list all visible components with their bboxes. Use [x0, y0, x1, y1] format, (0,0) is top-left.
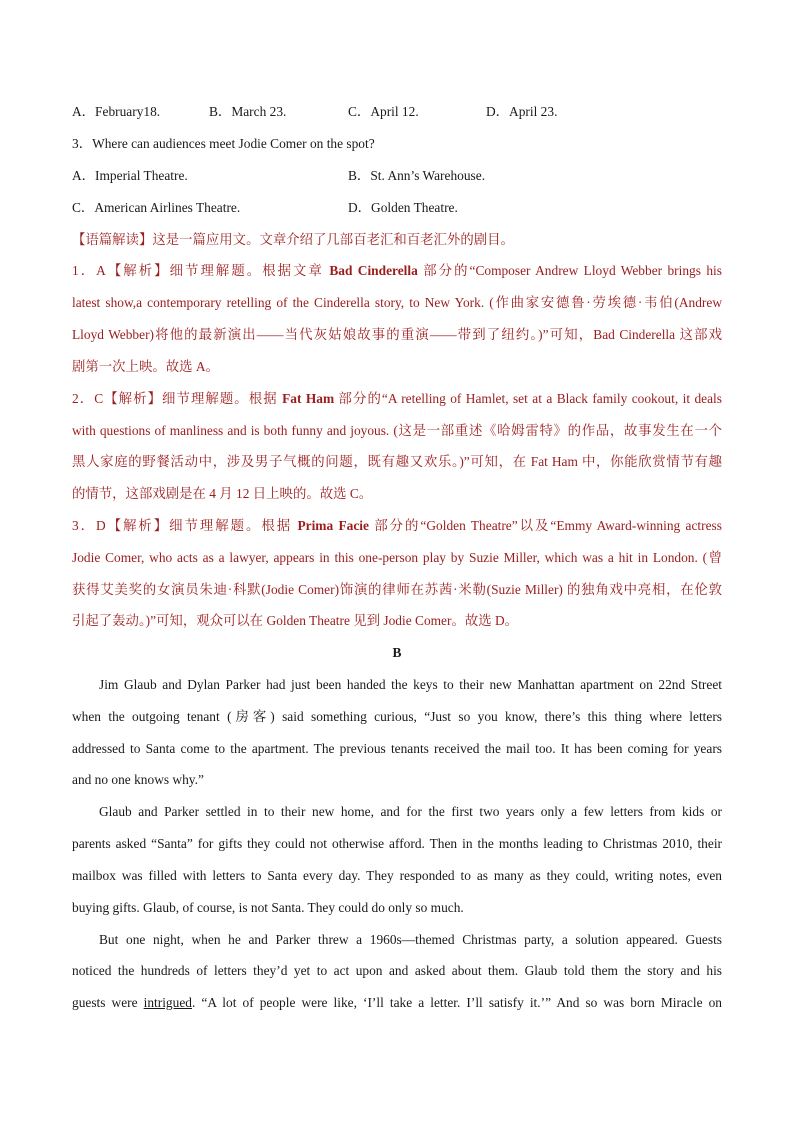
p1-line-3: addressed to Santa come to the apartment. The previous tenants received the mail too. It has been coming for years	[72, 741, 722, 756]
analysis-3-line-2: Jodie Comer, who acts as a lawyer, appears in this one-person play by Suzie Miller, which was a hit in London. (曾	[72, 550, 722, 565]
analysis-2-title: Fat Ham	[282, 391, 335, 406]
p3-line-3: guests were intrigued. “A lot of people were like, ‘I’ll take a letter. I’ll satisfy it.’” And so was born Miracle on	[72, 995, 722, 1010]
p2-line-1: Glaub and Parker settled in to their new home, and for the first two years only a few letters from kids or	[99, 804, 722, 819]
q3-option-c: C．American Airlines Theatre.	[72, 200, 241, 215]
q2-option-c: C．April 12.	[348, 104, 419, 119]
analysis-3-line-1: 3．D【解析】细节理解题。根据 Prima Facie 部分的“Golden Theatre”以及“Emmy Award-winning actress	[72, 518, 722, 533]
analysis-1-line-4: 剧第一次上映。故选 A。	[72, 359, 219, 374]
section-b-title: B	[392, 645, 402, 660]
analysis-1-line-2: latest show,a contemporary retelling of the Cinderella story, to New York. (作曲家安德鲁·劳埃德·韦伯(Andrew	[72, 295, 722, 310]
q3-option-d: D．Golden Theatre.	[348, 200, 458, 215]
p2-line-3: mailbox was filled with letters to Santa every day. They responded to as many as they could, writing notes, even	[72, 868, 722, 883]
p3-line-2: noticed the hundreds of letters they’d yet to act upon and asked about them. Glaub told them the story and his	[72, 963, 722, 978]
analysis-2-line-1: 2．C【解析】细节理解题。根据 Fat Ham 部分的“A retelling of Hamlet, set at a Black family cookout, it deals	[72, 391, 722, 406]
q2-option-d: D．April 23.	[486, 104, 558, 119]
analysis-heading: 【语篇解读】这是一篇应用文。文章介绍了几部百老汇和百老汇外的剧目。	[72, 232, 514, 247]
q3-option-b: B．St. Ann’s Warehouse.	[348, 168, 486, 183]
analysis-3-line-3: 获得艾美奖的女演员朱迪·科默(Jodie Comer)饰演的律师在苏茜·米勒(Suzie Miller) 的独角戏中亮相，在伦敦	[72, 582, 722, 597]
vocab-underlined-word: intrigued	[143, 995, 192, 1010]
analysis-1-title: Bad Cinderella	[329, 263, 418, 278]
p2-line-4: buying gifts. Glaub, of course, is not Santa. They could do only so much.	[72, 900, 464, 915]
q3-stem: 3．Where can audiences meet Jodie Comer on the spot?	[72, 136, 375, 151]
analysis-2-line-3: 黑人家庭的野餐活动中，涉及男子气概的问题，既有趣又欢乐。)”可知，在 Fat Ham 中，你能欣赏情节有趣	[72, 454, 722, 469]
p1-line-4: and no one knows why.”	[72, 772, 204, 787]
p3-line-1: But one night, when he and Parker threw a 1960s—themed Christmas party, a solution appeared. Guests	[99, 932, 722, 947]
analysis-1-line-3: Lloyd Webber)将他的最新演出——当代灰姑娘故事的重演——带到了纽约。)”可知，Bad Cinderella 这部戏	[72, 327, 722, 342]
q3-option-a: A．Imperial Theatre.	[72, 168, 188, 183]
analysis-2-line-4: 的情节，这部戏剧是在 4 月 12 日上映的。故选 C。	[72, 486, 373, 501]
q2-option-a: A．February18.	[72, 104, 161, 119]
p1-line-2: when the outgoing tenant (房客) said something curious, “Just so you know, there’s this thing where letters	[72, 709, 722, 724]
analysis-2-line-2: with questions of manliness and is both funny and joyous. (这是一部重述《哈姆雷特》的作品，故事发生在一个	[72, 423, 722, 438]
p2-line-2: parents asked “Santa” for gifts they could not otherwise afford. Then in the months leading to Christmas 2010, their	[72, 836, 722, 851]
analysis-3-line-4: 引起了轰动。)”可知，观众可以在 Golden Theatre 见到 Jodie Comer。故选 D。	[72, 613, 519, 628]
q2-option-b: B．March 23.	[209, 104, 287, 119]
analysis-1-line-1: 1．A【解析】细节理解题。根据文章 Bad Cinderella 部分的“Composer Andrew Lloyd Webber brings his	[72, 263, 722, 278]
p1-line-1: Jim Glaub and Dylan Parker had just been handed the keys to their new Manhattan apartment on 22nd Street	[99, 677, 722, 692]
analysis-3-title: Prima Facie	[297, 518, 369, 533]
